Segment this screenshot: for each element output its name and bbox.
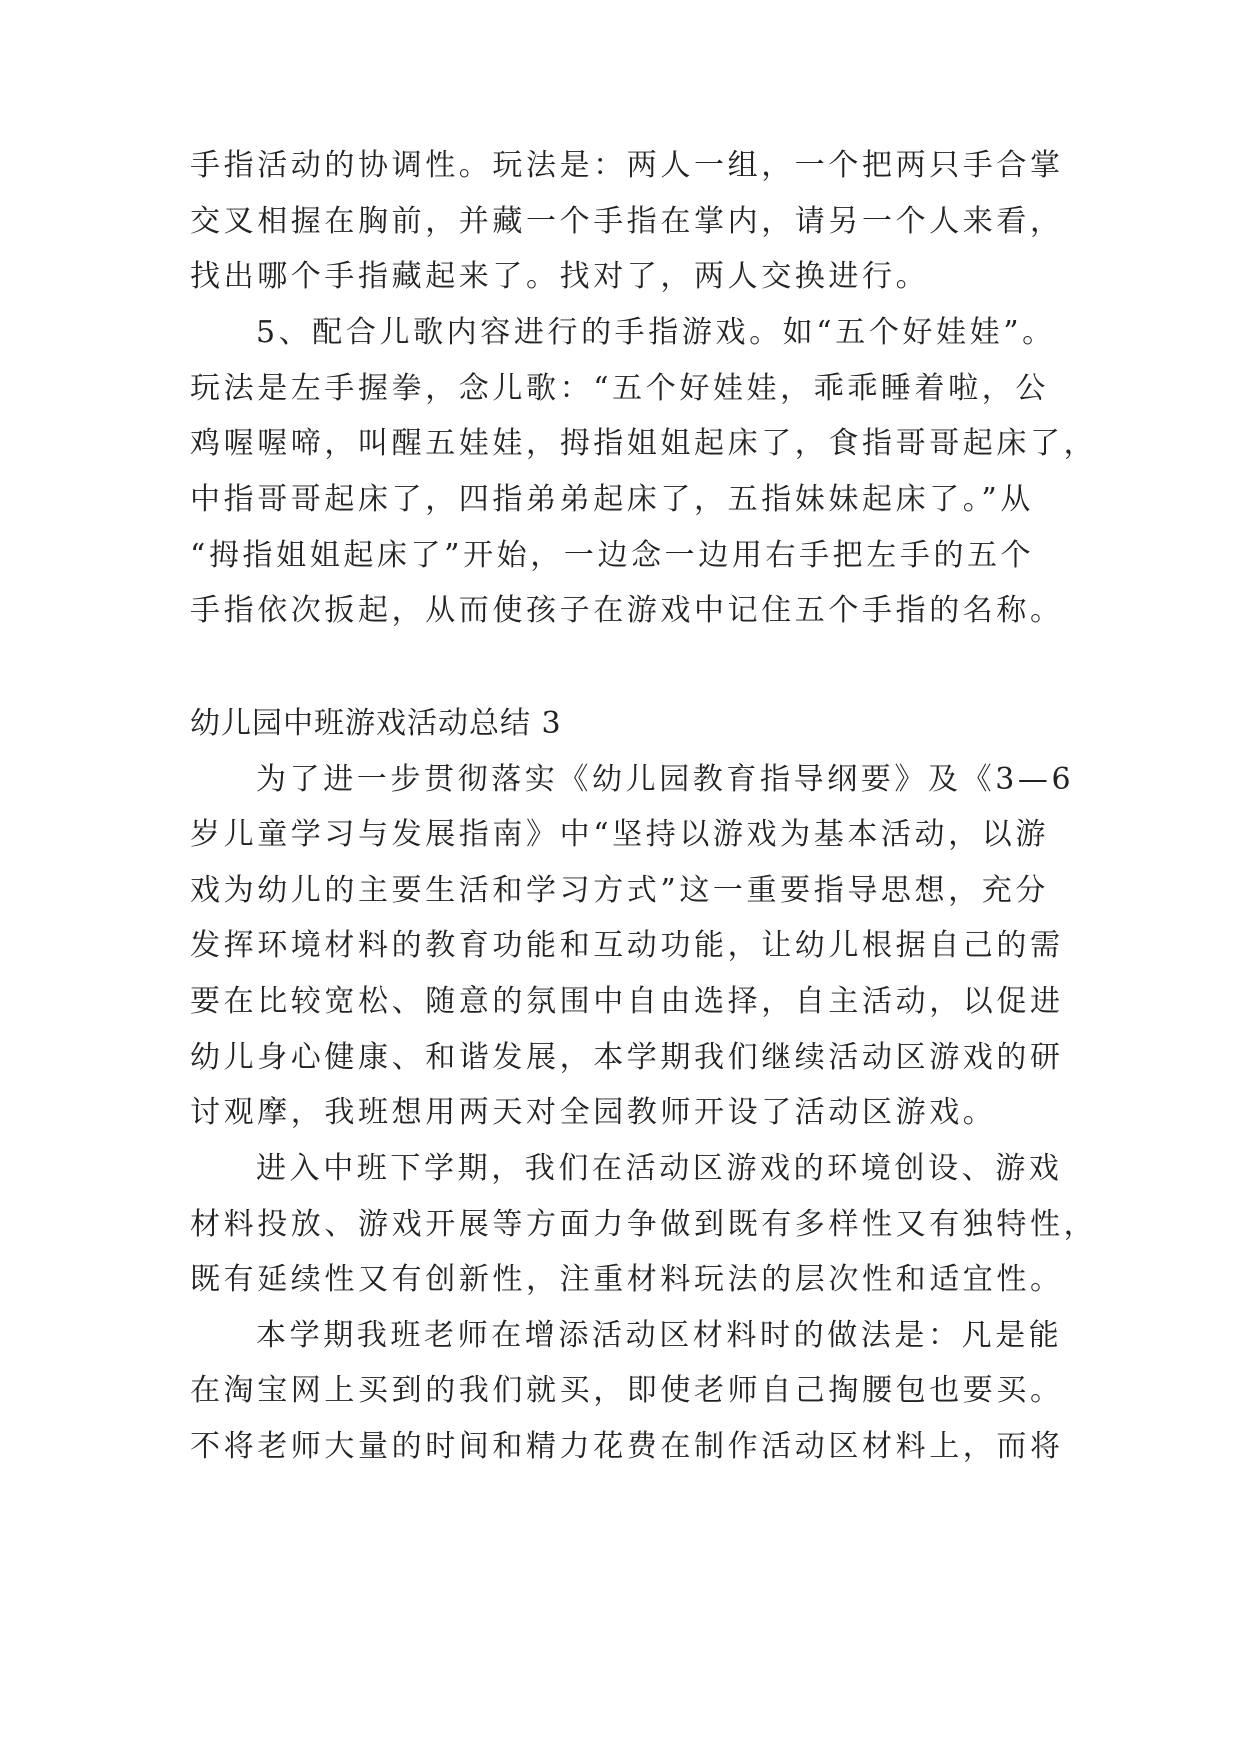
paragraph-3-line-3: 戏为幼儿的主要生活和学习方式”这一重要指导思想，充分	[190, 873, 1049, 908]
paragraph-4-line-2: 材料投放、游戏开展等方面力争做到既有多样性又有独特性，	[190, 1207, 1098, 1242]
paragraph-1-line-1: 手指活动的协调性。玩法是：两人一组，一个把两只手合掌	[190, 148, 1064, 183]
paragraph-3-line-4: 发挥环境材料的教育功能和互动功能，让幼儿根据自己的需	[190, 928, 1064, 963]
paragraph-5-line-1: 本学期我班老师在增添活动区材料时的做法是：凡是能	[256, 1318, 1063, 1353]
paragraph-2-line-4: 中指哥哥起床了，四指弟弟起床了，五指妹妹起床了。”从	[190, 482, 1034, 517]
paragraph-2-line-2: 玩法是左手握拳，念儿歌：“五个好娃娃，乖乖睡着啦，公	[190, 371, 1049, 406]
paragraph-2-line-1: 5、配合儿歌内容进行的手指游戏。如“五个好娃娃”。	[256, 315, 1056, 350]
section-title: 幼儿园中班游戏活动总结 3	[190, 706, 562, 741]
paragraph-5-line-3: 不将老师大量的时间和精力花费在制作活动区材料上，而将	[190, 1429, 1064, 1464]
paragraph-2-line-6: 手指依次扳起，从而使孩子在游戏中记住五个手指的名称。	[190, 593, 1064, 628]
paragraph-3-line-6: 幼儿身心健康、和谐发展，本学期我们继续活动区游戏的研	[190, 1040, 1064, 1075]
paragraph-2-line-3: 鸡喔喔啼，叫醒五娃娃，拇指姐姐起床了，食指哥哥起床了，	[190, 426, 1098, 461]
paragraph-2-line-5: “拇指姐姐起床了”开始，一边念一边用右手把左手的五个	[190, 538, 1035, 573]
paragraph-4-line-3: 既有延续性又有创新性，注重材料玩法的层次性和适宜性。	[190, 1262, 1064, 1297]
paragraph-3-line-2: 岁儿童学习与发展指南》中“坚持以游戏为基本活动，以游	[190, 817, 1049, 852]
paragraph-3-line-1: 为了进一步贯彻落实《幼儿园教育指导纲要》及《3—6	[256, 762, 1075, 797]
paragraph-1-line-3: 找出哪个手指藏起来了。找对了，两人交换进行。	[190, 259, 930, 294]
paragraph-4-line-1: 进入中班下学期，我们在活动区游戏的环境创设、游戏	[256, 1151, 1063, 1186]
paragraph-3-line-7: 讨观摩，我班想用两天对全园教师开设了活动区游戏。	[190, 1095, 997, 1130]
paragraph-1-line-2: 交叉相握在胸前，并藏一个手指在掌内，请另一个人来看，	[190, 204, 1064, 239]
paragraph-3-line-5: 要在比较宽松、随意的氛围中自由选择，自主活动，以促进	[190, 984, 1064, 1019]
paragraph-5-line-2: 在淘宝网上买到的我们就买，即使老师自己掏腰包也要买。	[190, 1373, 1064, 1408]
